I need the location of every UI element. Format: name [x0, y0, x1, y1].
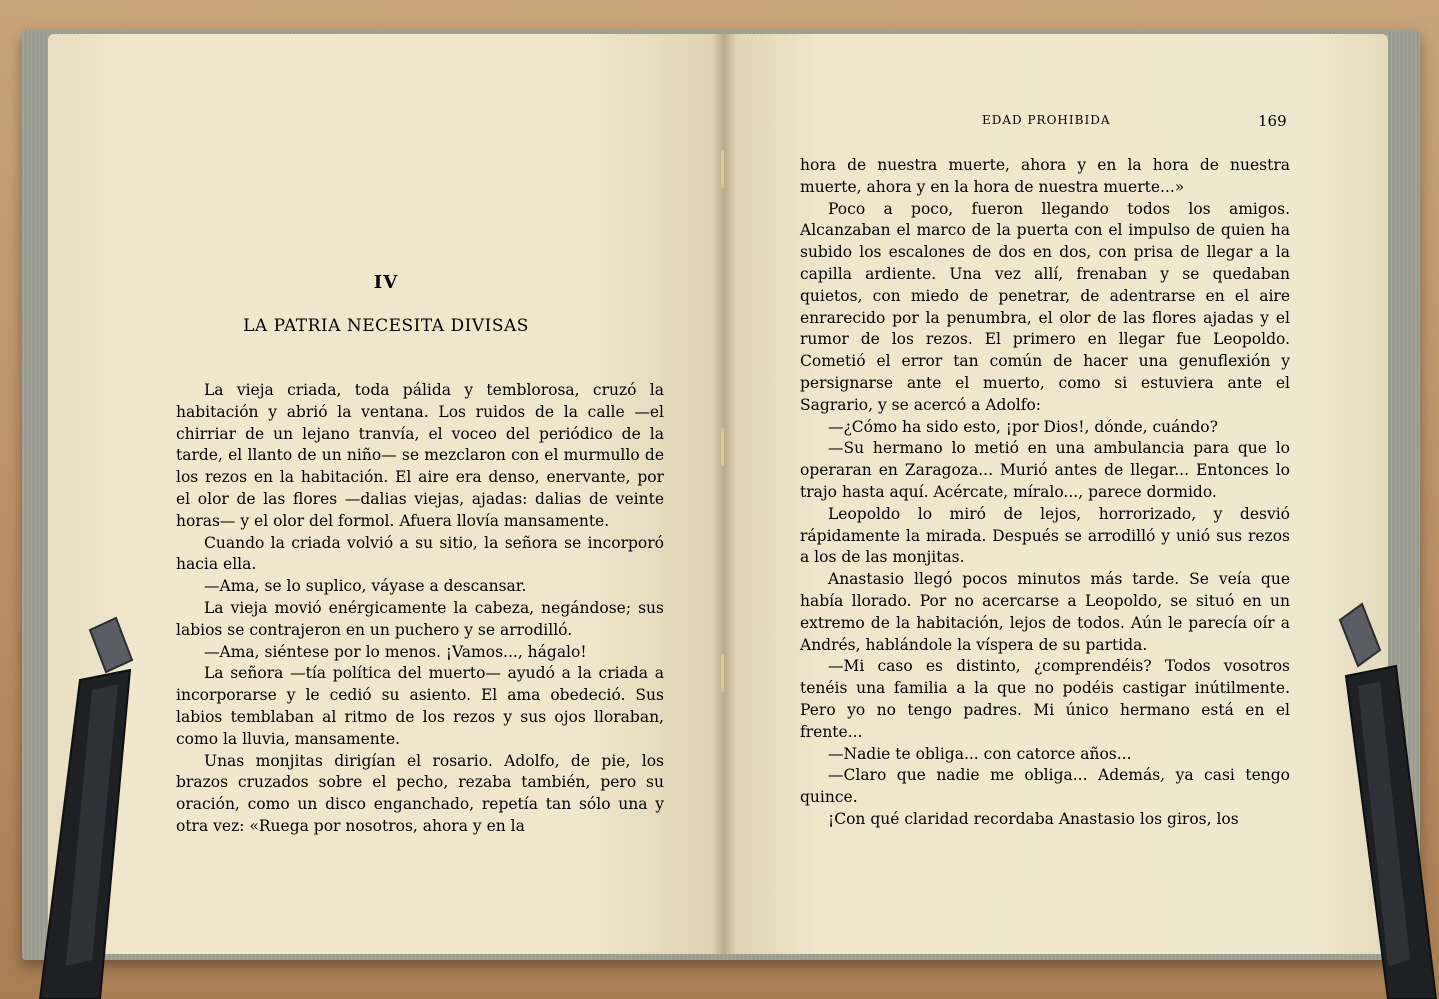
paragraph: —¿Cómo ha sido esto, ¡por Dios!, dónde, cuándo?: [828, 417, 1218, 436]
running-head: EDAD PROHIBIDA: [982, 113, 1111, 127]
paragraph: Anastasio llegó pocos minutos más tarde. Se veía que había llorado. Por no acercarse a Leopoldo, se situó en un extremo de la habitación, lejos de todos. Aún le parecía oír a Andrés, hablándole la víspera de su partida.: [800, 570, 1290, 654]
paragraph: —Mi caso es distinto, ¿comprendéis? Todos vosotros tenéis una familia a la que no podéis castigar inútilmente. Pero yo no tengo padres. Mi único hermano está en el frente...: [800, 657, 1290, 741]
page-number: 169: [1258, 112, 1287, 130]
binding-stitch: [721, 150, 724, 188]
chapter-number: IV: [373, 272, 399, 293]
paragraph: —Su hermano lo metió en una ambulancia para que lo operaran en Zaragoza... Murió antes de llegar... Entonces lo trajo hasta aquí. Acércate, míralo..., parece dormido.: [800, 439, 1290, 501]
right-page-text: [800, 155, 1290, 831]
paragraph: —Ama, se lo suplico, váyase a descansar.: [204, 577, 527, 596]
paragraph: —Ama, siéntese por lo menos. ¡Vamos..., hágalo!: [204, 642, 587, 661]
paragraph: ¡Con qué claridad recordaba Anastasio los giros, los: [828, 809, 1239, 828]
paragraph: Poco a poco, fueron llegando todos los amigos. Alcanzaban el marco de la puerta con el impulso de quien ha subido los escalones de dos en dos, con prisa de llegar a la capilla ardiente. Una vez allí, frenaban y se quedaban quietos, con miedo de penetrar, de adentrarse en el aire enrarecido por la penumbra, el olor de las flores ajadas y el rumor de los rezos. El primero en llegar fue Leopoldo. Cometió el error tan común de hacer una genuflexión y persignarse ante el muerto, como si estuviera ante el Sagrario, y se acercó a Adolfo:: [800, 199, 1290, 414]
left-page-text: [176, 380, 664, 838]
right-page-clip: [1318, 600, 1439, 999]
binding-stitch: [721, 654, 724, 692]
paragraph: La vieja movió enérgicamente la cabeza, negándose; sus labios se contrajeron en un puchero y se arrodilló.: [176, 598, 664, 639]
paragraph: Cuando la criada volvió a su sitio, la señora se incorporó hacia ella.: [176, 533, 664, 574]
paragraph: Unas monjitas dirigían el rosario. Adolfo, de pie, los brazos cruzados sobre el pecho, rezaba también, pero su oración, como un disco enganchado, repetía tan sólo una y otra vez: «Ruega por nosotros, ahora y en la: [176, 751, 664, 835]
binding-stitch: [721, 428, 724, 466]
left-page-clip: [20, 600, 150, 999]
paragraph: La vieja criada, toda pálida y temblorosa, cruzó la habitación y abrió la ventana. Los ruidos de la calle —el chirriar de un lejano tranvía, el voceo del periódico de la tarde, el llanto de un niño— se mezclaron con el murmullo de los rezos en la habitación. El aire era denso, enervante, por el olor de las flores —dalias viejas, ajadas: dalias de veinte horas— y el olor del formol. Afuera llovía mansamente.: [176, 381, 664, 530]
paragraph: Leopoldo lo miró de lejos, horrorizado, y desvió rápidamente la mirada. Después se arrodilló y unió sus rezos a los de las monjitas.: [800, 504, 1290, 567]
book-gutter: [712, 34, 736, 954]
chapter-title: LA PATRIA NECESITA DIVISAS: [243, 316, 529, 336]
paragraph: —Nadie te obliga... con catorce años...: [828, 744, 1132, 763]
paragraph: La señora —tía política del muerto— ayudó a la criada a incorporarse y le cedió su asiento. El ama obedeció. Sus labios temblaban al ritmo de los rezos y sus ojos lloraban, como la lluvia, mansamente.: [176, 664, 664, 748]
paragraph: —Claro que nadie me obliga... Además, ya casi tengo quince.: [800, 766, 1290, 807]
paragraph-continuation: hora de nuestra muerte, ahora y en la hora de nuestra muerte, ahora y en la hora de nuestra muerte...»: [800, 156, 1290, 196]
